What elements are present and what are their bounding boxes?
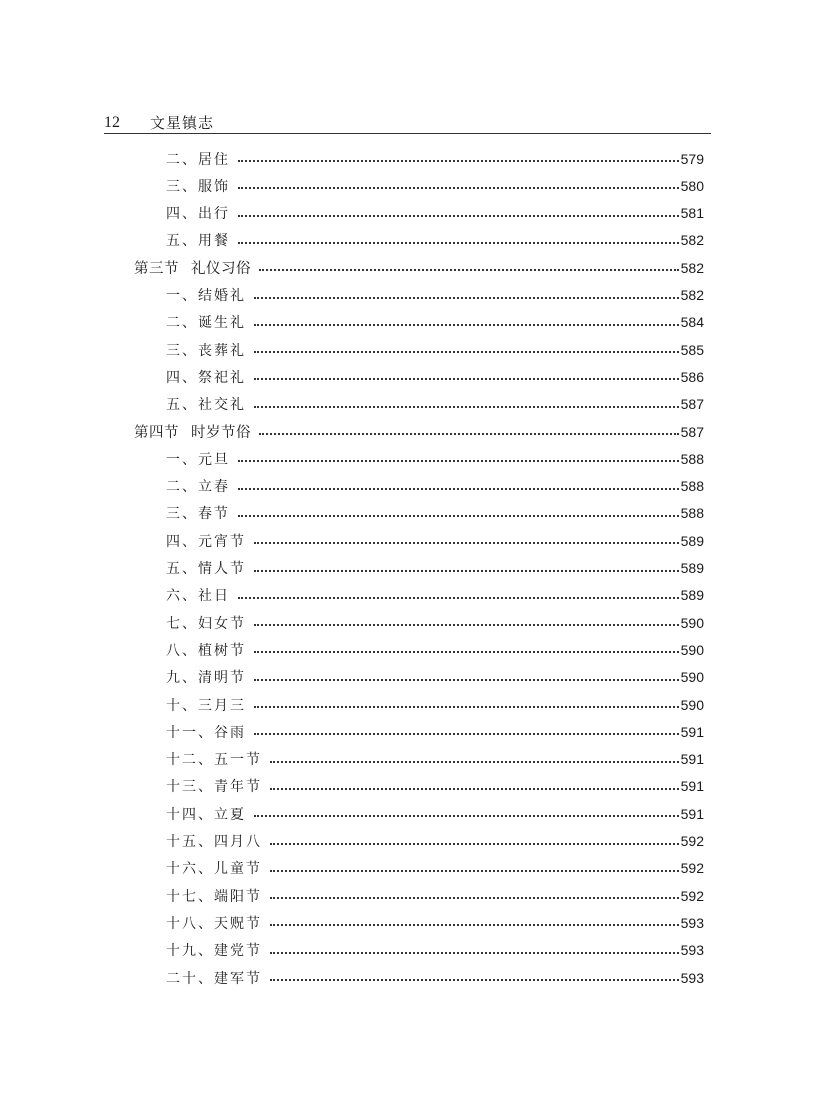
toc-entry[interactable] — [166, 773, 704, 800]
entry-page-number: 591 — [680, 751, 704, 768]
section-number: 第三节 — [134, 261, 179, 278]
dot-leader — [238, 487, 679, 490]
toc-entry[interactable] — [166, 445, 704, 472]
entry-label — [134, 421, 251, 442]
entry-label: 十二、五一节 — [166, 752, 262, 769]
entry-page-number: 592 — [680, 833, 704, 849]
toc-entry[interactable] — [166, 363, 704, 390]
entry-label: 二十、建军节 — [166, 970, 262, 987]
dot-leader — [254, 705, 679, 708]
entry-label: 一、结婚礼 — [166, 288, 246, 304]
entry-label: 三、丧葬礼 — [166, 342, 246, 359]
toc-entry[interactable] — [166, 636, 704, 663]
dot-leader — [270, 951, 679, 954]
toc-entry[interactable] — [166, 391, 704, 418]
toc-entry[interactable] — [166, 882, 704, 909]
dot-leader — [254, 323, 679, 326]
dot-leader — [254, 541, 679, 544]
entry-page-number: 588 — [680, 450, 704, 467]
dot-leader — [254, 350, 679, 353]
entry-label: 十三、青年节 — [166, 779, 262, 796]
dot-leader — [238, 214, 679, 217]
entry-page-number: 590 — [680, 614, 704, 631]
entry-label: 二、立春 — [166, 479, 230, 496]
entry-page-number: 579 — [680, 150, 704, 167]
entry-label: 五、情人节 — [166, 561, 246, 577]
entry-page-number: 590 — [680, 641, 704, 658]
entry-page-number: 591 — [680, 805, 704, 822]
dot-leader — [270, 978, 679, 981]
entry-label: 二、诞生礼 — [166, 315, 246, 332]
entry-page-number: 593 — [680, 914, 704, 931]
toc-entry[interactable] — [166, 718, 704, 745]
toc-entry[interactable] — [166, 200, 704, 227]
dot-leader — [254, 650, 679, 653]
entry-page-number: 581 — [680, 205, 704, 222]
dot-leader — [254, 377, 679, 380]
entry-label: 十六、儿童节 — [166, 861, 262, 878]
entry-page-number: 592 — [680, 860, 704, 877]
dot-leader — [238, 514, 679, 517]
entry-label: 十五、四月八 — [166, 834, 262, 850]
toc-entry[interactable] — [166, 746, 704, 773]
entry-page-number: 593 — [680, 969, 704, 986]
toc-entry[interactable] — [166, 227, 704, 254]
dot-leader — [238, 186, 679, 189]
toc-entry[interactable] — [166, 473, 704, 500]
dot-leader — [270, 896, 679, 899]
entry-label: 五、社交礼 — [166, 397, 246, 414]
dot-leader — [254, 569, 679, 572]
entry-page-number: 589 — [680, 560, 704, 576]
toc-entry[interactable] — [166, 691, 704, 718]
toc-entry[interactable] — [166, 336, 704, 363]
entry-label: 五、用餐 — [166, 233, 230, 250]
entry-label: 十八、天贶节 — [166, 915, 262, 932]
toc-entry[interactable] — [166, 800, 704, 827]
dot-leader — [270, 760, 679, 763]
dot-leader — [254, 623, 679, 626]
page-number: 12 — [104, 114, 120, 131]
entry-page-number: 589 — [680, 532, 704, 549]
dot-leader — [238, 459, 679, 462]
entry-label: 八、植树节 — [166, 642, 246, 659]
entry-page-number: 585 — [680, 341, 704, 358]
entry-page-number: 593 — [680, 942, 704, 959]
toc-section-entry[interactable] — [134, 418, 704, 445]
entry-label: 三、春节 — [166, 506, 230, 523]
dot-leader — [254, 405, 679, 408]
dot-leader — [254, 678, 679, 681]
entry-page-number: 584 — [680, 314, 704, 331]
entry-page-number: 588 — [680, 478, 704, 495]
toc-entry[interactable] — [166, 500, 704, 527]
entry-page-number: 588 — [680, 505, 704, 522]
dot-leader — [270, 787, 679, 790]
entry-label: 六、社日 — [166, 588, 230, 605]
section-title: 时岁节俗 — [191, 425, 251, 441]
toc-entry[interactable] — [166, 855, 704, 882]
entry-label: 一、元旦 — [166, 451, 230, 468]
toc-entry[interactable] — [166, 909, 704, 936]
entry-page-number: 580 — [680, 177, 704, 194]
entry-page-number: 590 — [680, 696, 704, 713]
entry-label: 十七、端阳节 — [166, 888, 262, 905]
book-title: 文星镇志 — [150, 114, 215, 132]
entry-label: 四、出行 — [166, 206, 230, 223]
toc-entry[interactable] — [166, 828, 704, 855]
toc-entry[interactable] — [166, 282, 704, 309]
entry-page-number: 591 — [680, 723, 704, 740]
section-title: 礼仪习俗 — [191, 261, 251, 278]
toc-entry[interactable] — [166, 555, 704, 582]
dot-leader — [238, 241, 679, 244]
entry-page-number: 592 — [680, 887, 704, 904]
entry-page-number: 582 — [680, 259, 704, 276]
dot-leader — [254, 296, 679, 299]
entry-page-number: 587 — [680, 396, 704, 413]
entry-label: 四、祭祀礼 — [166, 369, 246, 386]
entry-page-number: 582 — [680, 287, 704, 303]
entry-label: 三、服饰 — [166, 178, 230, 195]
entry-page-number: 591 — [680, 778, 704, 795]
dot-leader — [259, 432, 679, 435]
toc-entry[interactable] — [166, 664, 704, 691]
entry-label: 七、妇女节 — [166, 615, 246, 632]
entry-label: 十、三月三 — [166, 697, 246, 714]
toc-entry[interactable] — [166, 582, 704, 609]
running-header — [104, 113, 711, 134]
entry-page-number: 590 — [680, 669, 704, 686]
toc-entry[interactable] — [166, 937, 704, 964]
toc-entry[interactable] — [166, 172, 704, 199]
entry-label: 十一、谷雨 — [166, 724, 246, 741]
dot-leader — [270, 842, 679, 845]
toc-section-entry[interactable] — [134, 254, 704, 281]
toc-entry[interactable] — [166, 309, 704, 336]
dot-leader — [238, 596, 679, 599]
entry-page-number: 582 — [680, 232, 704, 249]
entry-page-number: 586 — [680, 368, 704, 385]
entry-label: 四、元宵节 — [166, 533, 246, 550]
dot-leader — [259, 268, 679, 271]
entry-label: 十四、立夏 — [166, 806, 246, 823]
entry-page-number: 589 — [680, 587, 704, 604]
toc-entry[interactable] — [166, 145, 704, 172]
dot-leader — [238, 159, 679, 162]
dot-leader — [254, 732, 679, 735]
entry-label — [134, 257, 251, 278]
dot-leader — [270, 869, 679, 872]
dot-leader — [254, 814, 679, 817]
toc-entry[interactable] — [166, 964, 704, 991]
section-number: 第四节 — [134, 425, 179, 441]
entry-page-number: 587 — [680, 423, 704, 440]
entry-label: 十九、建党节 — [166, 943, 262, 960]
toc-entry[interactable] — [166, 527, 704, 554]
entry-label: 九、清明节 — [166, 670, 246, 687]
entry-label: 二、居住 — [166, 151, 230, 168]
toc-entry[interactable] — [166, 609, 704, 636]
dot-leader — [270, 923, 679, 926]
